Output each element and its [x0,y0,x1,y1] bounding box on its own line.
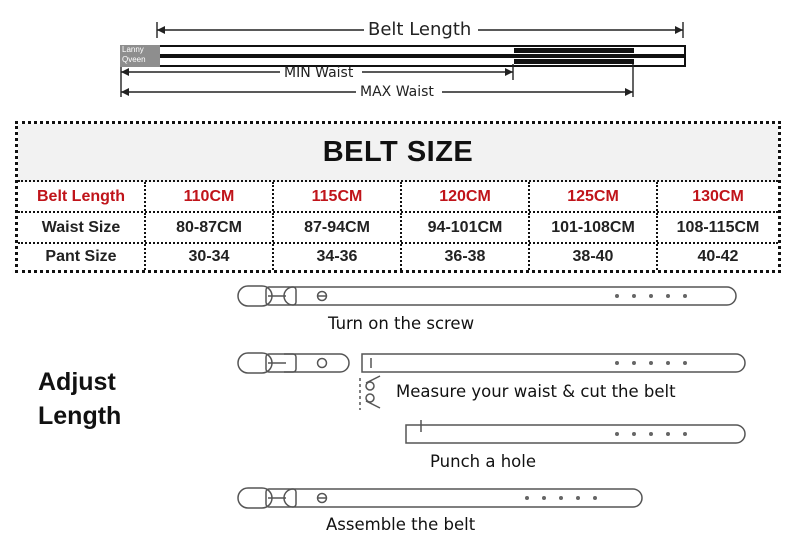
step-label-measure-cut: Measure your waist & cut the belt [396,382,676,401]
table-cell: 80-87CM [146,213,274,242]
row-label-belt-length: Belt Length [18,182,146,211]
row-label-waist-size: Waist Size [18,213,146,242]
brand-logo-line2: Qveen [122,55,146,64]
belt-size-table [15,121,781,273]
table-cell: 94-101CM [402,213,530,242]
table-cell: 120CM [402,182,530,211]
adjust-title-line1: Adjust [38,368,116,396]
table-cell: 130CM [692,187,744,205]
brand-logo [120,45,160,67]
step4-belt-illustration [238,488,642,508]
step-label-assemble: Assemble the belt [326,515,476,534]
adjust-steps [0,280,800,544]
step1-belt-illustration [238,286,736,306]
table-title: BELT SIZE [322,135,474,168]
table-row-waist-size [18,213,778,244]
table-cell: 110CM [146,182,274,211]
table-cell: 115CM [274,182,402,211]
table-cell: 87-94CM [274,213,402,242]
table-cell: 38-40 [530,244,658,270]
min-waist-label: MIN Waist [284,65,354,81]
adjust-title-line2: Length [38,402,122,430]
table-cell: 108-115CM [676,218,760,236]
brand-logo-line1: Lanny [122,45,144,54]
belt-length-diagram [0,0,800,110]
step-label-punch-hole: Punch a hole [430,452,536,471]
step-label-turn-screw: Turn on the screw [328,314,475,333]
table-row-belt-length [18,182,778,213]
max-waist-label: MAX Waist [360,84,434,100]
table-cell: 40-42 [697,248,739,265]
table-cell: 34-36 [274,244,402,270]
table-title-row [18,124,778,182]
belt-length-label: Belt Length [368,19,472,40]
table-row-pant-size [18,244,778,270]
table-cell: 36-38 [402,244,530,270]
table-cell: 30-34 [146,244,274,270]
row-label-pant-size: Pant Size [18,244,146,270]
step3-belt-illustration [406,420,745,443]
table-cell: 101-108CM [530,213,658,242]
table-cell: 125CM [530,182,658,211]
